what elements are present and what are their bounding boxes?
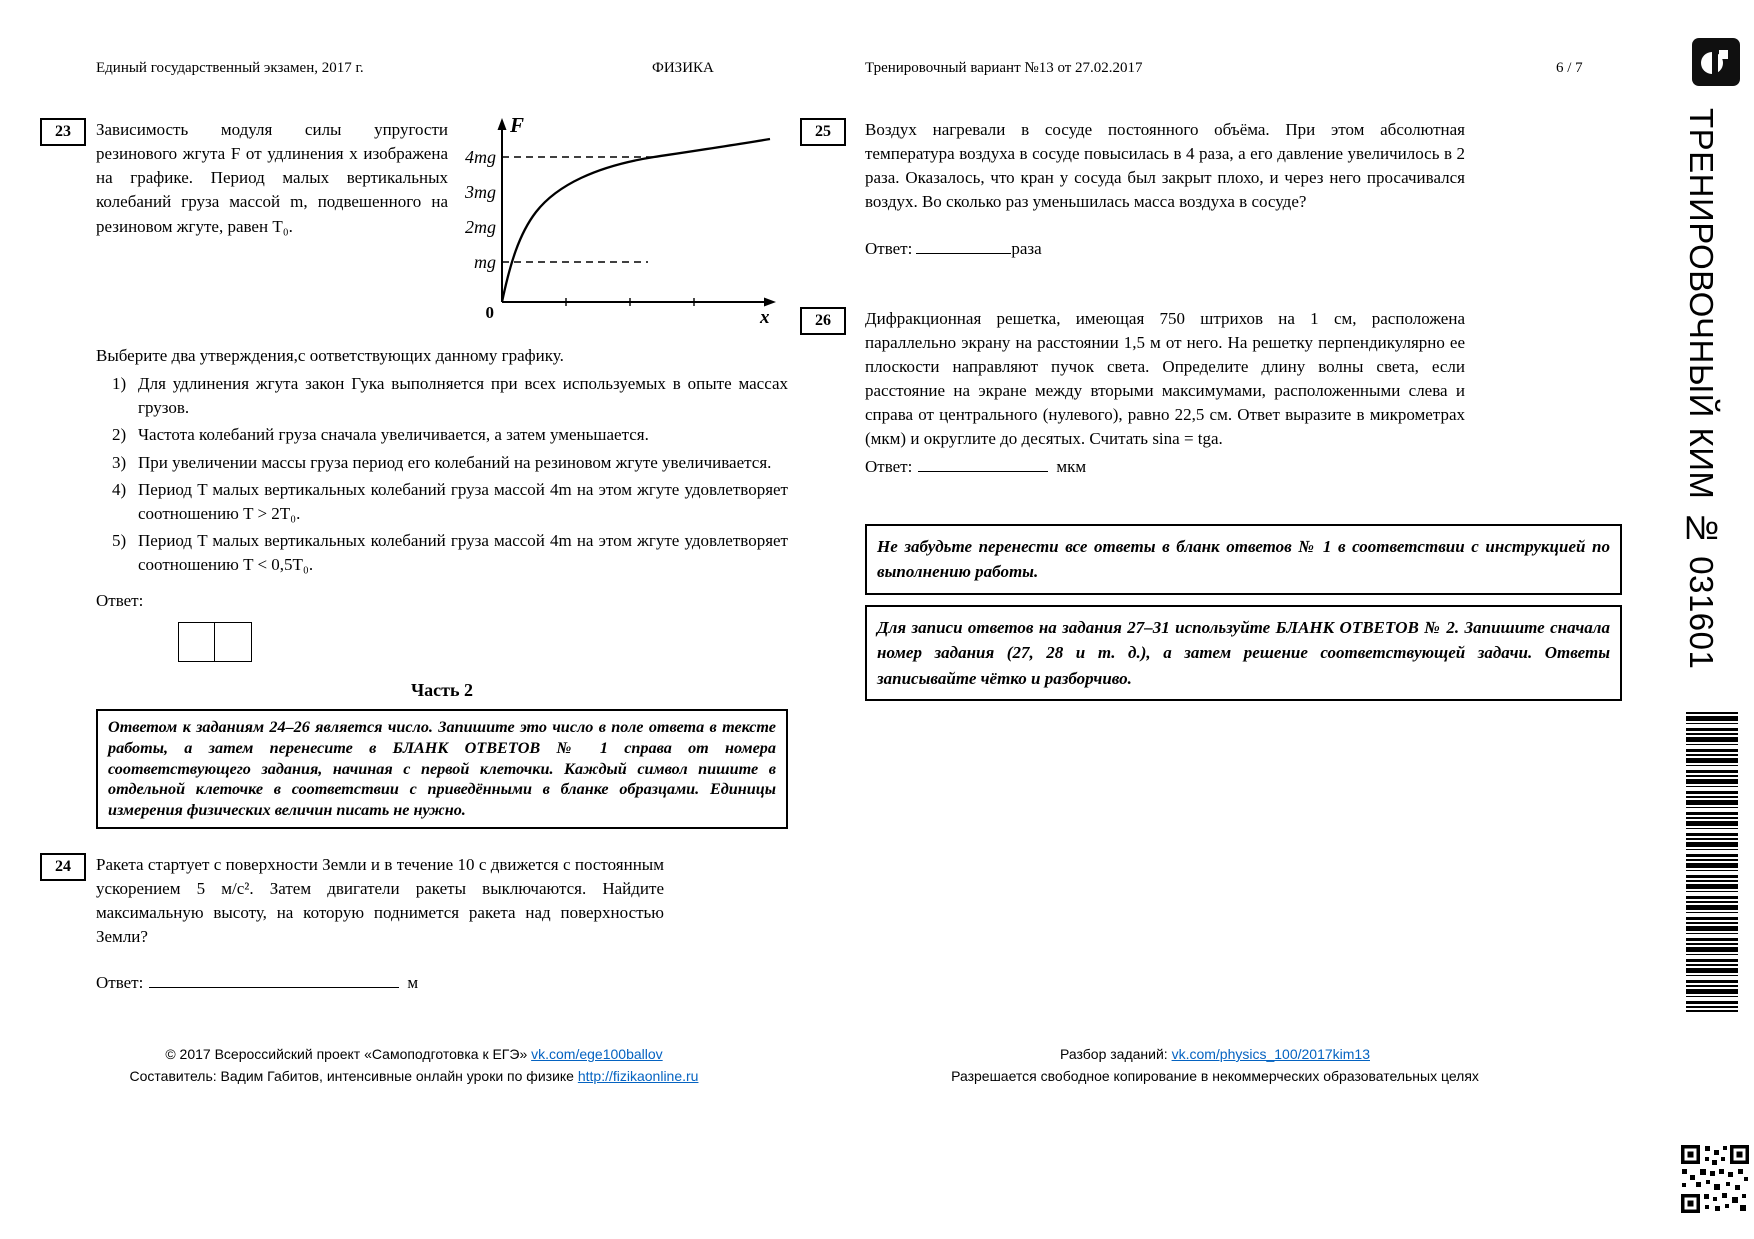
option-4	[96, 478, 788, 526]
question-25-answer-label: Ответ:	[865, 238, 913, 258]
option-3-text: При увеличении массы груза период его колебаний на резиновом жгуте увеличивается.	[138, 452, 772, 472]
footer-right-line1	[800, 1044, 1630, 1066]
graph-tick-3mg: 3mg	[465, 182, 496, 202]
header-subject: ФИЗИКА	[652, 60, 714, 76]
question-24-body	[96, 853, 788, 996]
part2-title: Часть 2	[410, 680, 474, 701]
footer-vk-link[interactable]: vk.com/ege100ballov	[531, 1046, 663, 1062]
graph-origin-label: 0	[485, 303, 494, 322]
question-23-choose-text: Выберите два утверждения,с оответствующих данному графику.	[96, 346, 564, 365]
force-curve	[502, 139, 770, 302]
header-exam-title: Единый государственный экзамен, 2017 г.	[96, 60, 364, 76]
option-5	[96, 529, 788, 577]
question-26-text: Дифракционная решетка, имеющая 750 штрихов на 1 см, расположена параллельно экрану на расстоянии 1,5 м от него. На решетку перпендикулярно ее плоскости направляют пучок света. Определите длину волны света, если расстояние на экране между вторыми максимумами, расположенными слева и справа от центрального (нулевого), равно 22,5 см. Ответ выразите в микрометрах (мкм) и округлите до десятых. Считать sina = tga.	[865, 308, 1465, 449]
kim-logo-icon	[1692, 38, 1740, 86]
footer-right	[800, 1044, 1630, 1087]
y-axis-arrow-icon	[498, 118, 507, 130]
question-26-answer-label: Ответ:	[865, 457, 913, 477]
question-23-body	[96, 113, 788, 662]
question-24-text: Ракета стартует с поверхности Земли и в течение 10 с движется с постоянным ускорением 5 м/с². Затем двигатели ракеты выключаются. Найдите максимальную высоту, на которую поднимется ракета над поверхностью Земли?	[96, 854, 664, 947]
blank2-note-box	[865, 605, 1622, 702]
option-3	[96, 451, 788, 475]
option-5-number: 5)	[112, 530, 127, 550]
question-25-body	[865, 118, 1630, 261]
header-variant: Тренировочный вариант №13 от 27.02.2017	[865, 60, 1143, 76]
graph-tick-2mg: 2mg	[465, 217, 496, 237]
option-4-text: Период T малых вертикальных колебаний груза массой 4m на этом жгуте удовлетворяет соотношению T > 2T₀.	[138, 479, 788, 523]
blank2-note-text: Для записи ответов на задания 27–31 используйте БЛАНК ОТВЕТОВ № 2. Запишите сначала номер задания (27, 28 и т. д.), а затем решение соответствующей задачи. Ответы записывайте чётко и разборчиво.	[877, 617, 1610, 688]
question-24-answer	[96, 971, 788, 995]
question-24-answer-blank	[149, 973, 399, 988]
footer-fizikaonline-link[interactable]: http://fizikaonline.ru	[577, 1067, 699, 1084]
option-1-number: 1)	[112, 374, 127, 394]
left-column	[40, 113, 788, 996]
kim-number-vertical-label: ТРЕНИРОВОЧНЫЙ КИМ № 031601	[1683, 108, 1720, 670]
question-24-answer-label: Ответ:	[96, 973, 144, 993]
qr-code	[1680, 1144, 1750, 1214]
option-1-text: Для удлинения жгута закон Гука выполняется при всех используемых в опыте массах грузов.	[138, 374, 788, 418]
footer-left-line2	[40, 1066, 788, 1088]
part2-instruction-text: Ответом к заданиям 24–26 является число. Запишите это число в поле ответа в тексте работы, а затем перенесите в БЛАНК ОТВЕТОВ № 1 справа от номера соответствующего задания, начиная с первой клеточки. Каждый символ пишите в отдельной клеточке в соответствии с приведёнными в бланке образцами. Единицы измерения физических величин писать не нужно.	[108, 718, 776, 820]
question-26-number: 26	[800, 307, 846, 335]
question-24	[40, 853, 788, 996]
transfer-answers-note-box	[865, 524, 1622, 595]
option-3-number: 3)	[112, 452, 127, 472]
question-23-statement-row	[96, 113, 788, 330]
header-page-number: 6 / 7	[1556, 60, 1583, 76]
answer-cell-2	[215, 622, 252, 662]
question-26-body	[865, 307, 1630, 480]
question-23-answer	[96, 589, 788, 662]
option-2-text: Частота колебаний груза сначала увеличивается, а затем уменьшается.	[138, 425, 649, 445]
footer-author-text: Составитель: Вадим Габитов, интенсивные онлайн уроки по физике	[129, 1067, 578, 1084]
option-1	[96, 372, 788, 420]
question-23-options	[96, 372, 788, 577]
question-25	[800, 118, 1630, 261]
question-25-answer-blank	[916, 239, 1011, 254]
option-5-text: Период T малых вертикальных колебаний груза массой 4m на этом жгуте удовлетворяет соотношению T < 0,5T₀.	[138, 530, 788, 574]
question-25-number: 25	[800, 118, 846, 146]
graph-x-label: x	[760, 307, 770, 328]
option-2	[96, 423, 788, 447]
graph-tick-4mg: 4mg	[465, 147, 496, 167]
footer-left	[40, 1044, 788, 1087]
graph-y-label: F	[510, 113, 525, 137]
question-23-answer-grid	[178, 622, 788, 662]
footer-solutions-text: Разбор заданий:	[1060, 1046, 1172, 1062]
question-23-text: Зависимость модуля силы упругости резинового жгута F от удлинения x изображена на графике. Период малых вертикальных колебаний груза массой m, подвешенного на резиновом жгуте, равен T₀.	[96, 120, 448, 236]
question-23-number: 23	[40, 118, 86, 146]
question-25-answer	[865, 237, 1630, 261]
option-2-number: 2)	[112, 425, 127, 445]
question-26-answer-unit: мкм	[1056, 457, 1087, 477]
footer-solutions-link[interactable]: vk.com/physics_100/2017kim13	[1171, 1046, 1370, 1062]
question-24-number: 24	[40, 853, 86, 881]
question-26	[800, 307, 1630, 480]
footer-left-line1	[40, 1044, 788, 1066]
footer-copyright-text: © 2017 Всероссийский проект «Самоподготовка к ЕГЭ»	[165, 1046, 532, 1062]
option-4-number: 4)	[112, 479, 127, 499]
question-23-answer-label: Ответ:	[96, 591, 144, 611]
question-24-answer-unit: м	[407, 973, 419, 993]
transfer-answers-note-text: Не забудьте перенести все ответы в бланк ответов № 1 в соответствии с инструкцией по выполнению работы.	[877, 536, 1610, 581]
answer-cell-1	[178, 622, 215, 662]
force-extension-graph	[462, 112, 782, 330]
question-26-answer-blank	[918, 457, 1048, 472]
x-axis-arrow-icon	[764, 298, 776, 307]
barcode	[1686, 712, 1738, 1012]
question-23	[40, 113, 788, 662]
graph-tick-mg: mg	[474, 252, 496, 272]
part2-instruction-box	[96, 709, 788, 829]
right-column	[800, 118, 1630, 701]
question-25-text: Воздух нагревали в сосуде постоянного объёма. При этом абсолютная температура воздуха в сосуде повысилась в 4 раза, а его давление увеличилось в 2 раза. Оказалось, что кран у сосуда был закрыт плохо, и через него просачивался воздух. Во сколько раз уменьшилась масса воздуха в сосуде?	[865, 120, 1465, 212]
footer-license-text: Разрешается свободное копирование в некоммерческих образовательных целях	[951, 1067, 1479, 1084]
part2-section	[96, 680, 788, 829]
question-26-answer	[865, 455, 1630, 479]
question-25-answer-unit: раза	[1011, 238, 1042, 258]
